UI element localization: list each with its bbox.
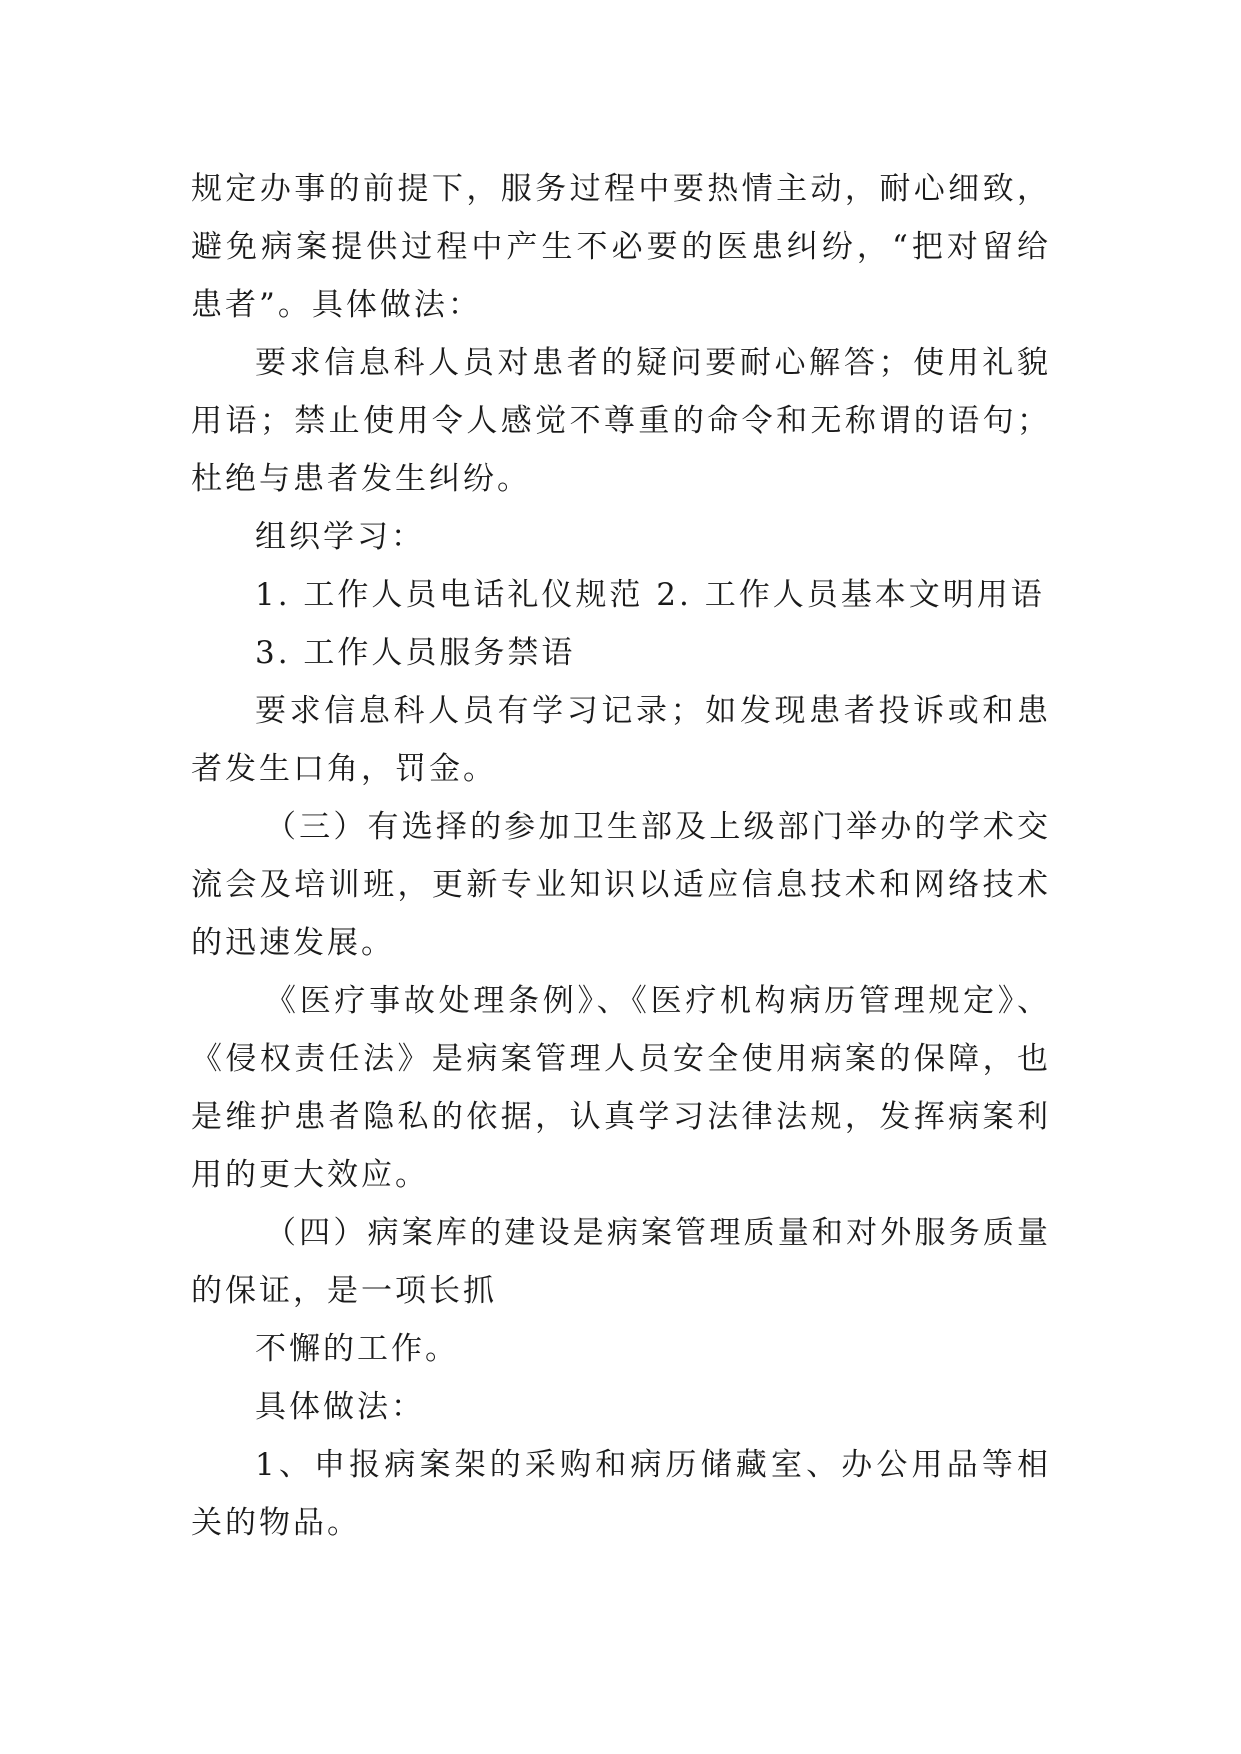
paragraph-section-three: （三）有选择的参加卫生部及上级部门举办的学术交流会及培训班，更新专业知识以适应信息技术和网络技术的迅速发展。: [191, 809, 1051, 961]
list-item-procurement: 1、申报病案架的采购和病历储藏室、办公用品等相关的物品。: [191, 1447, 1051, 1541]
paragraph-specific-methods: 具体做法：: [255, 1389, 425, 1425]
paragraph-staff-courtesy: 要求信息科人员对患者的疑问要耐心解答；使用礼貌用语；禁止使用令人感觉不尊重的命令和无称谓的语句；杜绝与患者发生纠纷。: [191, 345, 1051, 497]
list-item-study-3: 3. 工作人员服务禁语: [255, 635, 576, 671]
document-body: [191, 160, 1051, 1552]
paragraph-regulations: 《医疗事故处理条例》、《医疗机构病历管理规定》、《侵权责任法》是病案管理人员安全使用病案的保障，也是维护患者隐私的依据，认真学习法律法规，发挥病案利用的更大效应。: [191, 983, 1051, 1193]
paragraph-section-four-continued: 不懈的工作。: [255, 1331, 459, 1367]
paragraph-organize-study: 组织学习：: [255, 519, 425, 555]
list-item-study-1-2: 1. 工作人员电话礼仪规范 2. 工作人员基本文明用语: [255, 577, 1045, 613]
paragraph-study-record: 要求信息科人员有学习记录；如发现患者投诉或和患者发生口角，罚金。: [191, 693, 1051, 787]
paragraph-section-four: （四）病案库的建设是病案管理质量和对外服务质量的保证，是一项长抓: [191, 1215, 1051, 1309]
paragraph-service-requirement: 规定办事的前提下，服务过程中要热情主动，耐心细致，避免病案提供过程中产生不必要的医患纠纷，“把对留给患者”。具体做法：: [191, 171, 1051, 323]
